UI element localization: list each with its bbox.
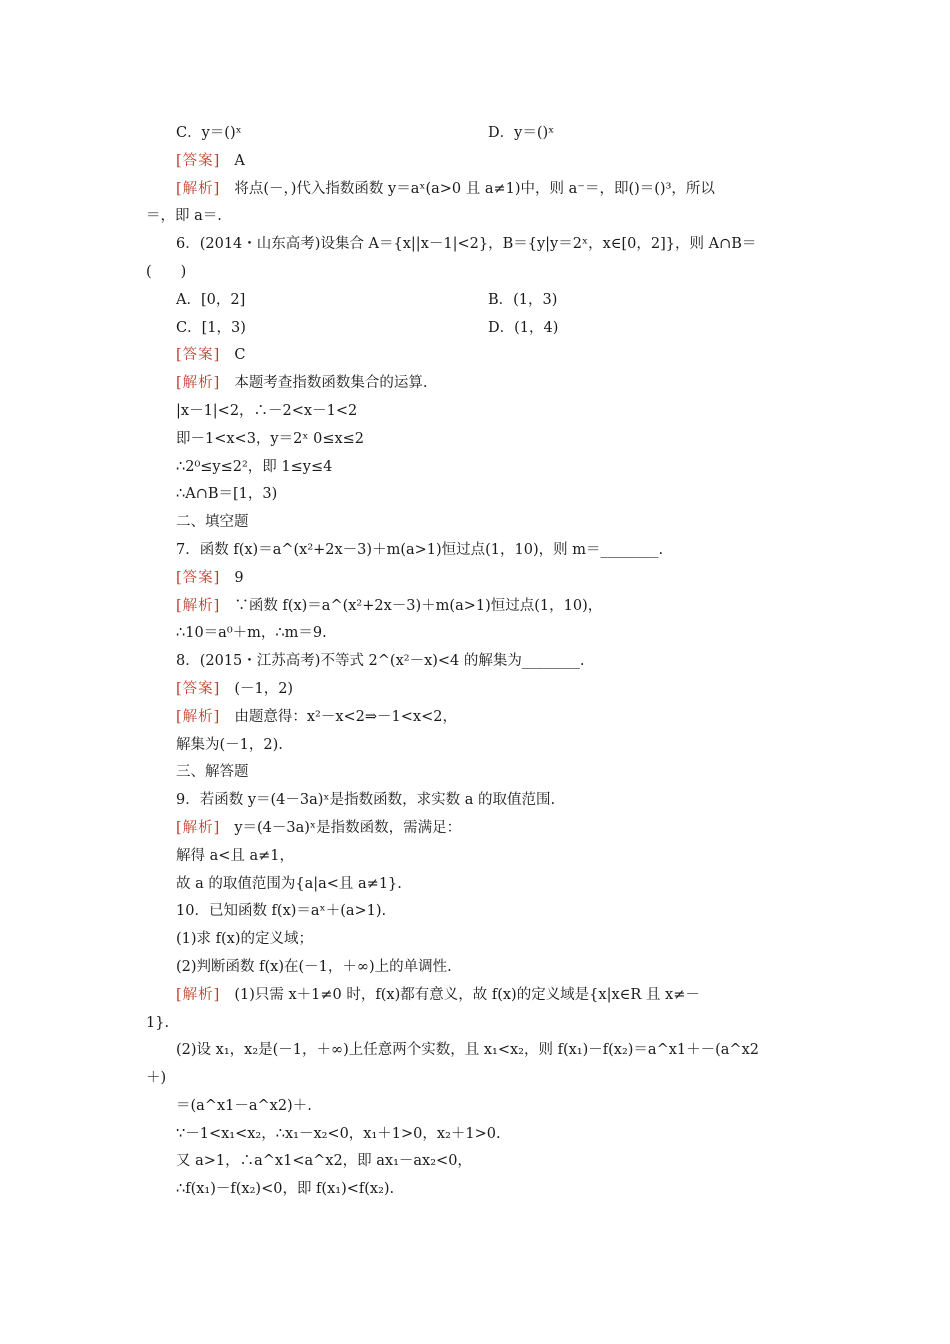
explanation-label: [解析] (176, 986, 221, 1003)
q6-option-c: C．[1，3) (176, 319, 246, 336)
answer-value: A (234, 152, 245, 169)
q5-option-c: C．y＝()ˣ (176, 125, 242, 141)
q6-options-ab (146, 287, 808, 315)
q10-step-3: 又 a>1，∴a^x1<a^x2，即 ax₁－ax₂<0， (176, 1153, 472, 1170)
q5-answer (146, 148, 808, 176)
explanation-label: [解析] (176, 375, 221, 392)
section-heading-fill-in: 二、填空题 (176, 514, 249, 531)
explanation-text: ∵函数 f(x)＝a^(x²+2x－3)＋m(a>1)恒过点(1，10)， (234, 597, 603, 614)
answer-value: 9 (234, 569, 244, 586)
answer-label: [答案] (176, 152, 221, 169)
q7-step-1: ∴10＝a⁰＋m，∴m＝9. (176, 625, 327, 642)
explanation-label: [解析] (176, 180, 221, 197)
q7-answer (146, 565, 808, 593)
q8-explanation (146, 704, 808, 732)
q6-step-2: 即－1<x<3，y＝2ˣ 0≤x≤2 (176, 430, 365, 447)
q9-step-1: 解得 a<且 a≠1， (176, 847, 295, 864)
q9-explanation (146, 815, 808, 843)
q6-stem: 6．(2014・山东高考)设集合 A＝{x||x－1|<2}，B＝{y|y＝2ˣ，x∈[0，2]}，则 A∩B＝ (176, 236, 757, 253)
q10-step-1: ＝(a^x1－a^x2)＋. (176, 1097, 312, 1114)
explanation-text: (1)只需 x＋1≠0 时，f(x)都有意义，故 f(x)的定义域是{x|x∈R 且 x≠－ (234, 986, 700, 1003)
q6-step-1: |x－1|<2，∴－2<x－1<2 (176, 402, 358, 419)
q10-stem: 10．已知函数 f(x)＝aˣ＋(a>1). (176, 903, 387, 920)
q7-stem: 7．函数 f(x)＝a^(x²+2x－3)＋m(a>1)恒过点(1，10)，则 m＝________. (176, 541, 664, 558)
explanation-label: [解析] (176, 597, 221, 614)
explanation-text: 本题考查指数函数集合的运算. (234, 375, 428, 392)
explanation-label: [解析] (176, 708, 221, 725)
q10-step-2: ∵－1<x₁<x₂，∴x₁－x₂<0，x₁＋1>0，x₂＋1>0. (176, 1125, 501, 1142)
q10-step-4: ∴f(x₁)－f(x₂)<0，即 f(x₁)<f(x₂). (176, 1181, 395, 1198)
q6-step-4: ∴A∩B＝[1，3) (176, 486, 278, 503)
q6-option-b: B．(1，3) (488, 291, 558, 308)
q9-step-2: 故 a 的取值范围为{a|a<且 a≠1}. (176, 875, 402, 892)
q5-option-d: D．y＝()ˣ (488, 125, 555, 141)
q5-options-cd (146, 120, 808, 148)
q8-stem: 8．(2015・江苏高考)不等式 2^(x²－x)<4 的解集为________. (176, 653, 585, 670)
q6-option-d: D．(1，4) (488, 319, 559, 336)
q6-stem-cont: ( ) (146, 263, 187, 280)
q8-answer (146, 676, 808, 704)
answer-label: [答案] (176, 680, 221, 697)
document-page (146, 120, 808, 1204)
explanation-text: y＝(4－3a)ˣ是指数函数，需满足： (234, 819, 462, 836)
q5-explanation (146, 176, 808, 204)
q7-explanation (146, 593, 808, 621)
q5-explanation-cont: ＝，即 a＝. (146, 208, 222, 225)
q10-explanation (146, 982, 808, 1010)
answer-label: [答案] (176, 347, 221, 364)
section-heading-solve: 三、解答题 (176, 764, 249, 781)
answer-value: C (234, 347, 246, 364)
q10-part-1: (1)求 f(x)的定义域； (176, 931, 314, 948)
answer-label: [答案] (176, 569, 221, 586)
q8-step-1: 解集为(－1，2). (176, 736, 283, 753)
answer-value: (－1，2) (234, 680, 294, 697)
q10-part-2-proof: (2)设 x₁，x₂是(－1，＋∞)上任意两个实数，且 x₁<x₂，则 f(x₁)－f(x₂)＝a^x1＋－(a^x2 (176, 1042, 759, 1059)
q10-explanation-cont: 1}. (146, 1014, 170, 1031)
q6-options-cd (146, 315, 808, 343)
q6-option-a: A．[0，2] (176, 291, 246, 308)
explanation-text: 将点(－，)代入指数函数 y＝aˣ(a>0 且 a≠1)中，则 a⁻＝，即()＝()³，所以 (234, 180, 715, 197)
explanation-label: [解析] (176, 819, 221, 836)
q10-part-2-proof-cont: ＋) (146, 1070, 167, 1087)
q9-stem: 9．若函数 y＝(4－3a)ˣ是指数函数，求实数 a 的取值范围. (176, 792, 556, 809)
explanation-text: 由题意得：x²－x<2⇒－1<x<2， (234, 708, 457, 725)
q10-part-2: (2)判断函数 f(x)在(－1，＋∞)上的单调性. (176, 958, 452, 975)
q6-answer (146, 342, 808, 370)
q6-step-3: ∴2⁰≤y≤2²，即 1≤y≤4 (176, 458, 333, 475)
q6-explanation (146, 370, 808, 398)
